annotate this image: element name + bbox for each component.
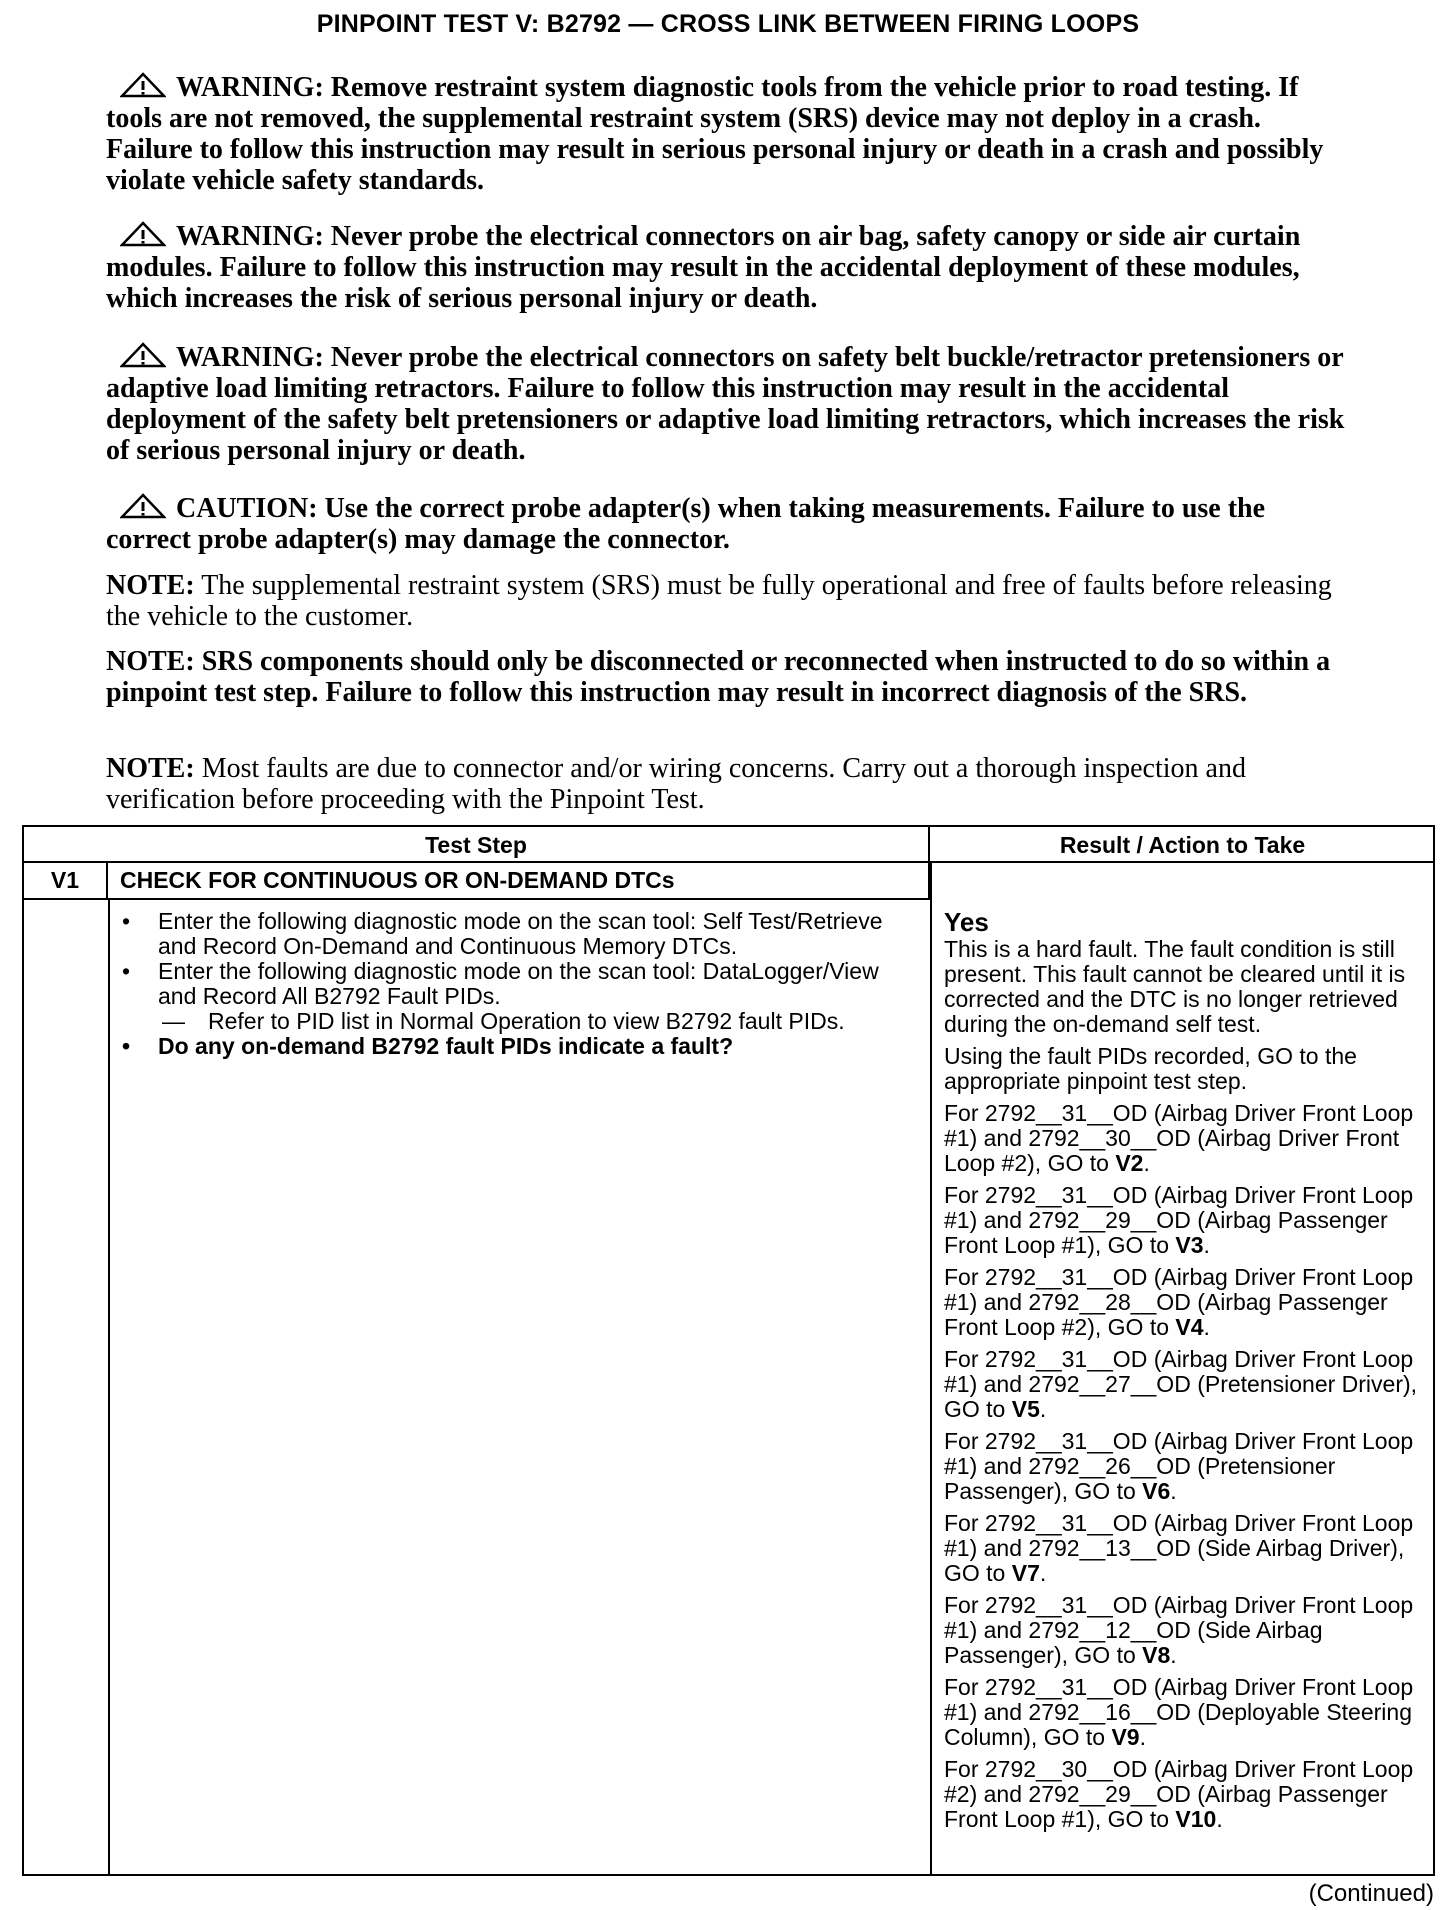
instruction-item [120,959,910,1009]
go-to-item [944,1429,1430,1504]
period: . [1203,1232,1210,1258]
go-to-step-link[interactable]: V10 [1175,1806,1217,1832]
dash-icon: — [162,1008,185,1034]
go-to-step-link[interactable]: V3 [1175,1232,1204,1258]
go-to-step-link[interactable]: V4 [1175,1314,1204,1340]
pinpoint-test-table [22,825,1435,1876]
go-to-text: For 2792__31__OD (Airbag Driver Front Loop #1) and 2792__28__OD (Airbag Passenger Front Loop #2), GO to [944,1264,1414,1340]
warning-text: Remove restraint system diagnostic tools from the vehicle prior to road testing. If tools are not removed, the supplemental restraint system (SRS) device may not deploy in a crash. Failure to follow this instruction may result in serious personal injury or death in a crash and possibly violate vehicle safety standards. [106,72,1324,196]
step-id-column-divider [108,900,110,1874]
warning-road-testing [106,72,1346,196]
step-id: V1 [24,863,108,898]
go-to-text: For 2792__31__OD (Airbag Driver Front Loop #1) and 2792__16__OD (Deployable Steering Column), GO to [944,1674,1414,1750]
go-to-step-link[interactable]: V5 [1011,1396,1040,1422]
go-to-text: For 2792__31__OD (Airbag Driver Front Loop #1) and 2792__27__OD (Pretensioner Driver), GO to [944,1346,1418,1422]
result-paragraph: This is a hard fault. The fault condition is still present. This fault cannot be cleared until it is corrected and the DTC is no longer retrieved during the on-demand self test. [944,936,1406,1037]
period: . [1170,1478,1177,1504]
sub-instruction-item [120,1009,910,1034]
go-to-text: For 2792__31__OD (Airbag Driver Front Loop #1) and 2792__30__OD (Airbag Driver Front Loop #2), GO to [944,1100,1414,1176]
question-text: Do any on-demand B2792 fault PIDs indicate a fault? [158,1033,734,1059]
go-to-text: For 2792__31__OD (Airbag Driver Front Loop #1) and 2792__26__OD (Pretensioner Passenger), GO to [944,1428,1414,1504]
warning-probe-airbag [106,221,1346,314]
period: . [1203,1314,1210,1340]
warning-text: Never probe the electrical connectors on safety belt buckle/retractor pretensioners or adaptive load limiting retractors. Failure to follow this instruction may result in the accidental deployment of the safety belt pretensioners or adaptive load limiting retractors, which increases the risk of serious personal injury or death. [106,342,1345,466]
go-to-item [944,1101,1430,1176]
warning-text: Never probe the electrical connectors on air bag, safety canopy or side air curtain modules. Failure to follow this instruction may result in the accidental deployment of these modules, which increases the risk of serious personal injury or death. [106,221,1301,314]
go-to-step-link[interactable]: V8 [1142,1642,1171,1668]
instruction-text: Enter the following diagnostic mode on the scan tool: Self Test/Retrieve and Record On-Demand and Continuous Memory DTCs. [158,908,883,959]
go-to-step-link[interactable]: V6 [1142,1478,1171,1504]
column-header-test-step: Test Step [24,827,930,863]
go-to-text: For 2792__30__OD (Airbag Driver Front Loop #2) and 2792__29__OD (Airbag Passenger Front Loop #1), GO to [944,1756,1414,1832]
column-divider [930,863,932,1874]
continued-label: (Continued) [1308,1880,1434,1907]
go-to-item [944,1511,1430,1586]
go-to-item [944,1183,1430,1258]
warning-triangle-icon [120,342,166,368]
caution-text: Use the correct probe adapter(s) when taking measurements. Failure to use the correct probe adapter(s) may damage the connector. [106,493,1266,555]
go-to-text: For 2792__31__OD (Airbag Driver Front Loop #1) and 2792__29__OD (Airbag Passenger Front Loop #1), GO to [944,1182,1414,1258]
go-to-step-link[interactable]: V2 [1115,1150,1144,1176]
go-to-step-link[interactable]: V7 [1011,1560,1040,1586]
period: . [1170,1642,1177,1668]
test-step-instructions [120,909,910,1059]
note-srs-operational [106,570,1346,632]
result-yes-label: Yes [944,907,989,937]
warning-triangle-icon [120,221,166,247]
step-title: CHECK FOR CONTINUOUS OR ON-DEMAND DTCs [120,867,675,893]
bullet-icon: • [122,1033,131,1059]
period: . [1216,1806,1223,1832]
go-to-item [944,1593,1430,1668]
instruction-item [120,909,910,959]
period: . [1139,1724,1146,1750]
period: . [1143,1150,1150,1176]
note-connector-wiring [106,753,1346,815]
note-label: NOTE: [106,753,195,784]
sub-instruction-text: Refer to PID list in Normal Operation to view B2792 fault PIDs. [208,1008,845,1034]
bullet-icon: • [122,958,131,984]
note-text: SRS components should only be disconnected or reconnected when instructed to do so within a pinpoint test step. Failure to follow this instruction may result in incorrect diagnosis of the SRS. [106,646,1331,708]
note-label: NOTE: [106,646,195,677]
column-header-result-action: Result / Action to Take [930,827,1435,863]
go-to-item [944,1675,1430,1750]
note-text: Most faults are due to connector and/or wiring concerns. Carry out a thorough inspection and verification before proceeding with the Pinpoint Test. [106,753,1246,815]
go-to-item [944,1265,1430,1340]
go-to-item [944,1757,1430,1832]
note-text: The supplemental restraint system (SRS) must be fully operational and free of faults before releasing the vehicle to the customer. [106,570,1332,632]
question-item [120,1034,910,1059]
step-header-row [24,863,930,900]
warning-label: WARNING: [176,342,324,373]
warning-label: WARNING: [176,72,324,103]
go-to-text: For 2792__31__OD (Airbag Driver Front Loop #1) and 2792__13__OD (Side Airbag Driver), GO to [944,1510,1414,1586]
period: . [1039,1396,1047,1422]
warning-label: WARNING: [176,221,324,252]
caution-label: CAUTION: [176,493,318,524]
warning-triangle-icon [120,72,166,98]
period: . [1039,1560,1047,1586]
bullet-icon: • [122,908,131,934]
go-to-item [944,1347,1430,1422]
go-to-text: For 2792__31__OD (Airbag Driver Front Loop #1) and 2792__12__OD (Side Airbag Passenger), GO to [944,1592,1414,1668]
instruction-text: Enter the following diagnostic mode on the scan tool: DataLogger/View and Record All B2792 Fault PIDs. [158,958,879,1009]
page-title: PINPOINT TEST V: B2792 — CROSS LINK BETWEEN FIRING LOOPS [316,10,1140,38]
result-action-column [944,907,1430,1839]
caution-triangle-icon [120,493,166,519]
warning-probe-pretensioner [106,342,1346,466]
result-paragraph: Using the fault PIDs recorded, GO to the appropriate pinpoint test step. [944,1043,1357,1094]
caution-probe-adapter [106,493,1346,555]
note-srs-components [106,646,1346,708]
note-label: NOTE: [106,570,195,601]
go-to-step-link[interactable]: V9 [1111,1724,1140,1750]
